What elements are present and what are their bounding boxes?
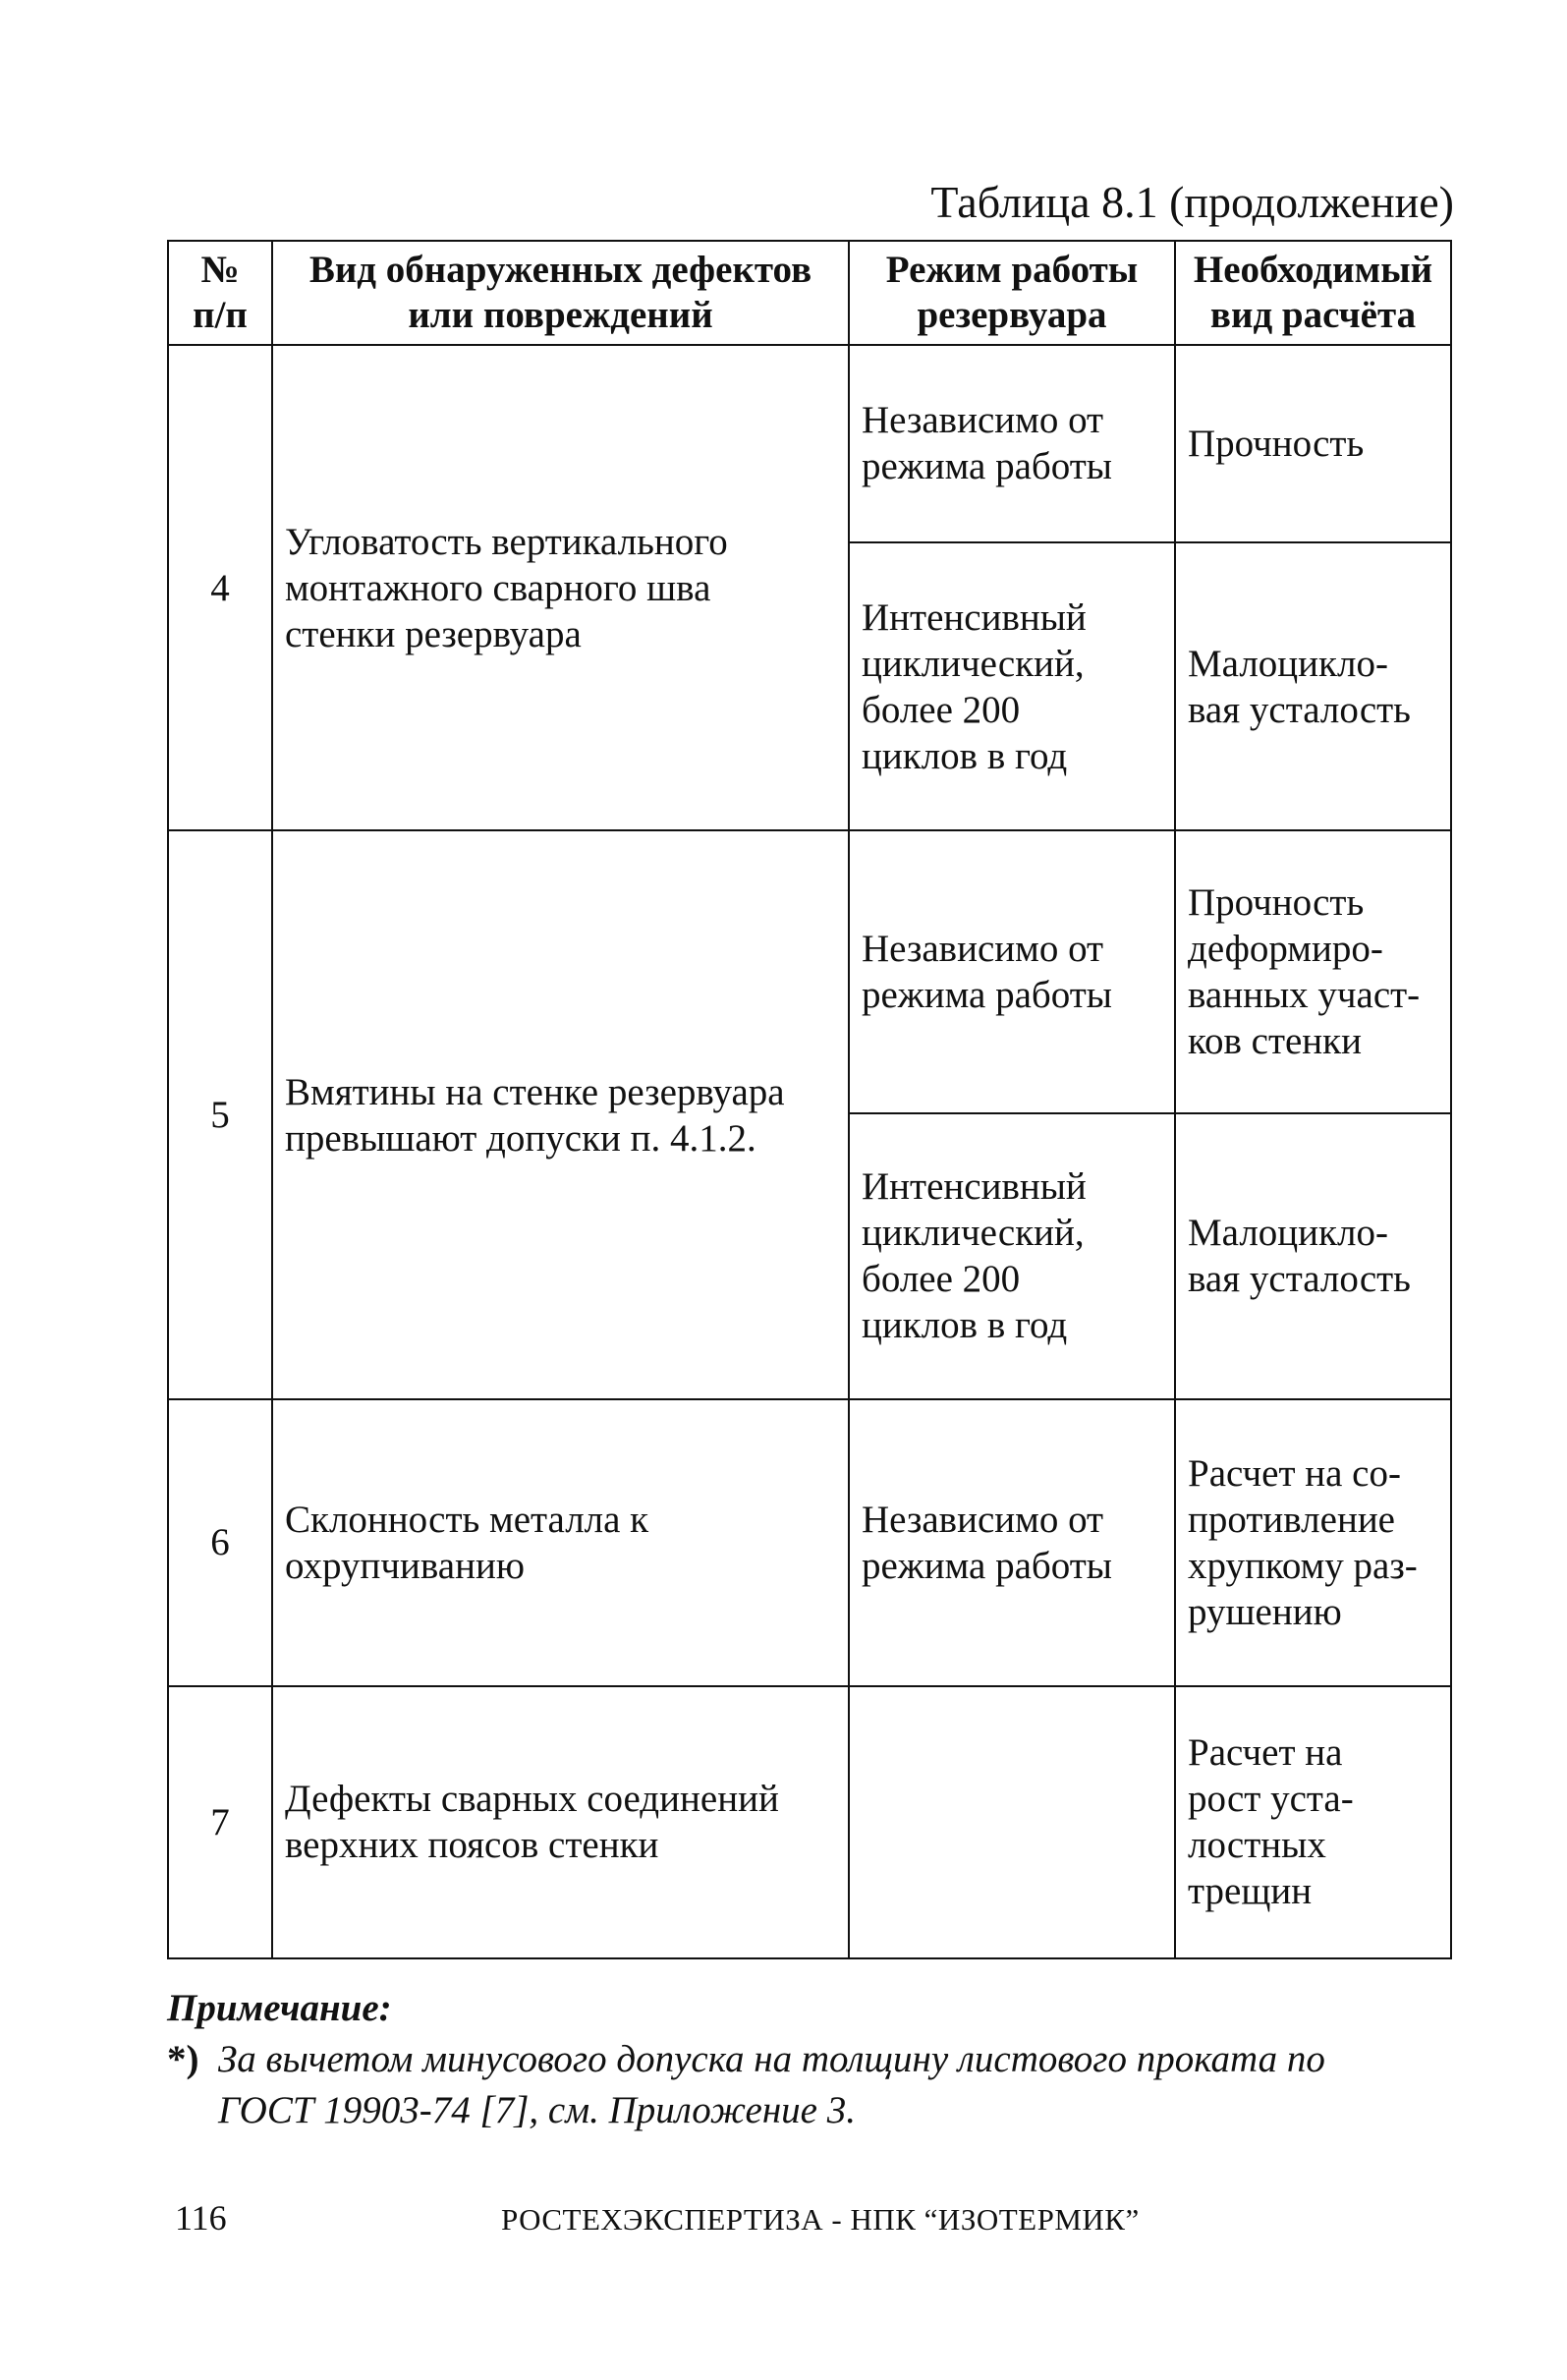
header-number: № п/п	[168, 241, 272, 345]
row-number: 7	[168, 1686, 272, 1958]
operating-mode: Независимо от режима работы	[849, 345, 1175, 542]
table-row	[168, 1686, 1451, 1958]
calculation-type: Прочность деформиро- ванных участ- ков стенки	[1175, 830, 1451, 1112]
page-footer	[167, 2193, 1454, 2252]
calculation-type: Малоцикло- вая усталость	[1175, 1113, 1451, 1399]
page-number: 116	[175, 2198, 227, 2238]
row-number: 5	[168, 830, 272, 1399]
operating-mode: Интенсивный циклический, более 200 циклов в год	[849, 1113, 1175, 1399]
note-title: Примечание:	[167, 1987, 392, 2029]
row-number: 6	[168, 1399, 272, 1685]
note-text-line-1: *) За вычетом минусового допуска на толщину листового проката по	[167, 2034, 1454, 2085]
header-operating-mode: Режим работы резервуара	[849, 241, 1175, 345]
header-defect-type: Вид обнаруженных дефектов или повреждений	[272, 241, 849, 345]
row-number: 4	[168, 345, 272, 830]
note-text-line-2: ГОСТ 19903-74 [7], см. Приложение 3.	[218, 2089, 856, 2131]
calculation-type: Прочность	[1175, 345, 1451, 542]
publisher-line: РОСТЕХЭКСПЕРТИЗА - НПК “ИЗОТЕРМИК”	[501, 2202, 1140, 2237]
operating-mode: Независимо от режима работы	[849, 830, 1175, 1112]
table-header-row	[168, 241, 1451, 345]
defects-table	[167, 240, 1452, 1959]
table-row	[168, 830, 1451, 1112]
defect-description: Дефекты сварных соединений верхних поясов стенки	[272, 1686, 849, 1958]
operating-mode: Независимо от режима работы	[849, 1399, 1175, 1685]
operating-mode-empty	[849, 1686, 1175, 1958]
table-row	[168, 345, 1451, 542]
defect-description: Вмятины на стенке резервуара превышают допуски п. 4.1.2.	[272, 830, 849, 1399]
table-caption: Таблица 8.1 (продолжение)	[930, 177, 1454, 227]
header-calculation-type: Необходимый вид расчёта	[1175, 241, 1451, 345]
footnote	[167, 1983, 1454, 2136]
note-marker: *)	[167, 2038, 199, 2080]
operating-mode: Интенсивный циклический, более 200 циклов в год	[849, 542, 1175, 830]
defect-description: Склонность металла к охрупчиванию	[272, 1399, 849, 1685]
table-row	[168, 1399, 1451, 1685]
calculation-type: Малоцикло- вая усталость	[1175, 542, 1451, 830]
defect-description: Угловатость вертикального монтажного сварного шва стенки резервуара	[272, 345, 849, 830]
calculation-type: Расчет на со- противление хрупкому раз- рушению	[1175, 1399, 1451, 1685]
calculation-type: Расчет на рост уста- лостных трещин	[1175, 1686, 1451, 1958]
